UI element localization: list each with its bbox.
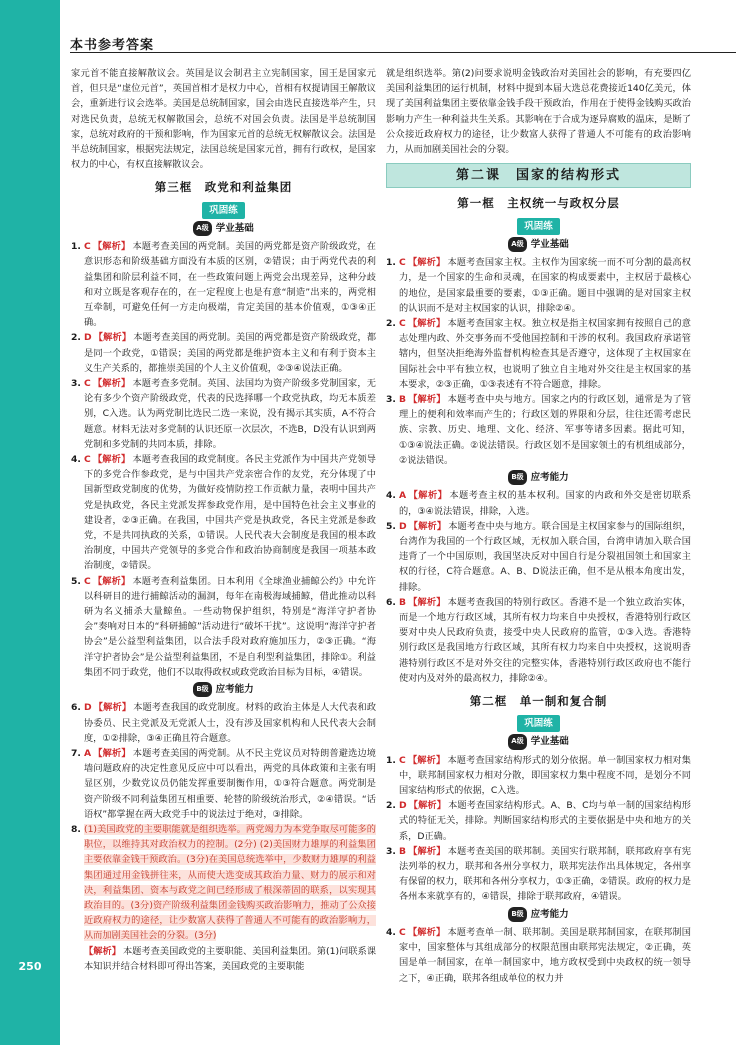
section-title: 第一框 主权统一与政权分层: [457, 196, 620, 211]
level-heading: B级 应考能力: [386, 907, 691, 922]
level-heading: A级 学业基础: [386, 734, 691, 749]
level-heading: B级 应考能力: [71, 682, 376, 697]
header-rule: [70, 52, 736, 53]
level-b-icon: B级: [508, 470, 526, 485]
answer-list-r-b: [386, 488, 691, 686]
answer-item: 6. D 【解析】 本题考查我国的政党制度。材料的政治主体是人大代表和政协委员、民主党派及无党派人士，没有涉及国家机构和人民代表大会制度，①②排除，③④正确且符合题意。: [71, 702, 376, 744]
answer-item: 1. C 【解析】 本题考查美国的两党制。美国的两党都是资产阶级政党，在意识形态和阶级基础方面没有本质的区别，②错误；由于两党代表的利益集团和阶层利益不同，在一些政策问题上两党会出现差异，这种分歧和对立既是客观存在的，在一定程度上也是有意“制造”出来的，两党相互牵制，可避免任何一方走向极端，肯定美国的基本价值观，①③④正确。: [71, 241, 376, 329]
answer-list-r-d: [386, 925, 691, 986]
consolidation-badge: 巩固练: [517, 715, 560, 732]
level-b-icon: B级: [508, 907, 526, 922]
right-column: [386, 66, 691, 1036]
section-title: 第三框 政党和利益集团: [154, 180, 293, 195]
intro-paragraph: 家元首不能直接解散议会。英国是议会制君主立宪制国家，国王是国家元首，但只是“虚位元首”，英国首相才是权力中心，首相有权提请国王解散议会，重新进行议会选举。美国是总统制国家，国会由选民直接选举产生，只对选民负责，总统无权解散国会，总统不对国会负责。法国是半总统制国家，总统对政府的干预和影响，作为国家元首的总统无权解散议会。法国是半总统制国家，根据宪法规定，法国总统是国家元首，拥有行政权，是国家权力的中心，有权直接解散议会。: [71, 68, 376, 171]
answer-list-r-c: [386, 753, 691, 905]
section-title: 第二框 单一制和复合制: [469, 693, 608, 708]
consolidation-badge: 巩固练: [202, 202, 245, 219]
level-a-icon: A级: [193, 221, 211, 236]
answer-item: 5. D 【解析】 本题考查中央与地方。联合国是主权国家参与的国际组织，台湾作为我国的一个行政区域，无权加入联合国，台湾申请加入联合国违背了一个中国原则，我国坚决反对中国自行是分裂祖国领土和国家主权的行径，C符合题意。A、B、D说法正确，但不是从根本角度出发，排除。: [386, 520, 691, 593]
page-header: [60, 0, 750, 52]
answer-item: 4. C 【解析】 本题考查单一制、联邦制。美国是联邦制国家，在联邦制国家中，国家整体与其组成部分的权限范围由联邦宪法规定，②正确，英国是单一制国家，在单一制国家中，地方政权受到中央政权的统一领导之下，④正确，联邦各组成单位的权力并: [386, 927, 691, 984]
answer-item: 5. C 【解析】 本题考查利益集团。日本利用《全球渔业捕鲸公约》中允许以科研目的进行捕鲸活动的漏洞，每年在南极海域捕鲸，借此推动以科研为名义捕杀大量鲸鱼。一些动物保护组织，特别是“海洋守护者协会”奏响对日本的“科研捕鲸”活动进行“破坏干扰”。这说明“海洋守护者协会”是公益型利益集团，以合法手段对政府施加压力，②③正确。“海洋守护者协会”是公益型利益集团，不是自利型利益集团，排除①。利益集团不同于政党，他们不以取得政权或政党政治目标为目标，④错误。: [71, 575, 376, 678]
answer-item: 6. B 【解析】 本题考查我国的特别行政区。香港不是一个独立政治实体，而是一个地方行政区域，其所有权力均来自中央授权，香港特别行政区要对中央人民政府负责，接受中央人民政府的监管，①③入选。香港特别行政区是我国地方行政区域，其所有权力均来自中央授权，这说明香港特别行政区不是对外交往的完整实体，香港特别行政区政府也不能行使对内及对外的最高权力，排除②④。: [386, 596, 691, 684]
level-heading: B级 应考能力: [386, 470, 691, 485]
answer-list-b: [71, 700, 376, 974]
answer-item: 2. D 【解析】 本题考查美国的两党制。美国的两党都是资产阶级政党，都是同一个政党，①错误；美国的两党都是维护资本主义和有利于资本主义生产关系的，都推崇美国的个人主义价值观，②③④说法正确。: [71, 332, 376, 374]
level-b-icon: B级: [193, 682, 211, 697]
answer-item: 3. B 【解析】 本题考查美国的联邦制。美国实行联邦制，联邦政府享有宪法列举的权力，联邦和各州分享权力，联邦宪法作出具体规定，各州享有保留的权力，联邦和各州分享权力，①③正确，②错误。政府的权力是各州本来就享有的，④错误，排除于联邦政府，④错误。: [386, 845, 691, 903]
answer-item-8: 8. (1)美国政党的主要职能就是组织选举。两党竭力为本党争取尽可能多的职位，以维持其对政治权力的控制。(2分) (2)美国财力雄厚的利益集团主要依靠金钱干预政治。(3分)在美国总统选举中，少数财力雄厚的利益集团通过用金钱拼往来，从而使大选变成其政治力量、财力的展示和对决，利益集团、资本与政党之间已经形成了根深蒂固的联系，以实现其政治目的。(3分)资产阶级利益集团金钱购买政治影响力，推动了公众接近政府权力的途径，让少数富人获得了普通人不可能有的政治影响力，从而加剧美国社会的分裂。(3分): [71, 823, 376, 942]
header-title: 本书参考答案: [70, 38, 155, 53]
consolidation-badge: 巩固练: [517, 218, 560, 235]
answer-item: 4. C 【解析】 本题考查我国的政党制度。各民主党派作为中国共产党领导下的多党合作参政党，是与中国共产党亲密合作的友党，充分体现了中国新型政党制度的优势，为做好疫情防控工作贡献力量，表明中国共产党是执政党，各民主党派发挥参政党作用，是中国特色社会主义事业的建设者，②③正确。在我国，中国共产党是执政党，各民主党派是参政党，不是共同执政的关系，①错误。人民代表大会制度是我国的根本政治制度，中国共产党领导的多党合作和政治协商制度是我国一项基本政治制度，②错误。: [71, 453, 376, 572]
page-number: 250: [18, 960, 42, 973]
answer-item: 2. D 【解析】 本题考查国家结构形式。A、B、C均与单一制的国家结构形式的特征无关，排除。判断国家结构形式的主要依据是中央和地方的关系，D正确。: [386, 800, 691, 842]
answer-item: 3. C 【解析】 本题考查多党制。英国、法国均为资产阶级多党制国家，无论有多少个资产阶级政党，代表的民选择哪一个政党执政，均无本质差别，C入选。认为两党制比选民二选一来说，没有揭示其实质，A不符合题意。材料无法对多党制的认识还原一次层次，不选B，D没有认识到两党制和多党制的共同本质，排除。: [71, 377, 376, 450]
level-heading: A级 学业基础: [71, 221, 376, 236]
continued-paragraph: 就是组织选举。第(2)问要求说明金钱政治对美国社会的影响，有充要四亿美国利益集团的运行机制，材料中提到本届大选总花费接近140亿美元，体现了美国利益集团主要依靠金钱手段干预政治，作用在于使得金钱购买政治影响力产生一种利益共生关系。其影响在于合成为逐异腐败的温床，是断了公众接近政府权力的途径，让少数富人获得了普通人不可能有的政治影响力，从而加剧美国社会的分裂。: [386, 68, 691, 156]
level-a-icon: A级: [508, 237, 526, 252]
lesson-title: 第二课 国家的结构形式: [386, 163, 691, 188]
answer-list-a: [71, 239, 376, 680]
highlighted-answer: (1)美国政党的主要职能就是组织选举。两党竭力为本党争取尽可能多的职位，以维持其对政治权力的控制。(2分) (2)美国财力雄厚的利益集团主要依靠金钱干预政治。(3分)在美国总统选举中，少数财力雄厚的利益集团通过用金钱拼往来，从而使大选变成其政治力量、财力的展示和对决，利益集团、资本与政党之间已经形成了根深蒂固的联系，以实现其政治目的。(3分)资产阶级利益集团金钱购买政治影响力，推动了公众接近政府权力的途径，让少数富人获得了普通人不可能有的政治影响力，从而加剧美国社会的分裂。(3分): [84, 823, 376, 942]
left-column: [71, 66, 376, 1036]
answer-item: 1. C 【解析】 本题考查国家结构形式的划分依据。单一制国家权力相对集中，联邦制国家权力相对分散，即国家权力集中程度不同，是划分不同国家结构形式的依据，C入选。: [386, 754, 691, 797]
answer-item: 2. C 【解析】 本题考查国家主权。独立权是指主权国家拥有按照自己的意志处理内政、外交事务而不受他国控制和干涉的权利。我国政府承诺管辖内，但坚决拒绝海外监督机构检查其是否遵守，这体现了主权国家在国际社会中平有独立权，也说明了独立自主地对外交往是主权国家的基本要求，②③正确，①③表述有不符合题意，排除。: [386, 317, 691, 390]
answer-item: 3. B 【解析】 本题考查中央与地方。国家之内的行政区划，通常是为了管理上的便利和效率而产生的；行政区划的界限和分层，往往还需考虑民族、宗教、历史、地理、文化、经济、军事等诸多因素。据此可知，①③④说法正确。②说法错误。行政区划不是国家领土的有机组成部分，②说法错误。: [386, 393, 691, 466]
answer-list-r-a: [386, 255, 691, 468]
answer-item: 7. A 【解析】 本题考查美国的两党制。从不民主党议员对特朗普避选边境墙问题政府的决定性意见反应中可以看出，两党的具体政策和主张有明显区别，少数党议员仍能发挥重要制衡作用，①③符合题意。两党制是资产阶级不同利益集团互相重要、轮替的阶级统治形式，②④错误。“话语权”都掌握在两大政党手中的说法过于绝对，③排除。: [71, 747, 376, 820]
side-color-band: [0, 0, 60, 1045]
answer-item: 1. C 【解析】 本题考查国家主权。主权作为国家统一而不可分割的最高权力，是一个国家的生命和灵魂，在国家的构成要素中，主权居于最核心的地位，是国家最重要的要素，①③正确。题目中强调的是对国家主权的认识而不是对主权国家的认识，排除②④。: [386, 257, 691, 314]
answer-item-8-analysis: 【解析】 本题考查美国政党的主要职能、美国利益集团。第(1)问联系课本知识并结合材料即可得出答案，美国政党的主要职能: [84, 945, 376, 972]
level-heading: A级 学业基础: [386, 237, 691, 252]
level-a-icon: A级: [508, 734, 526, 749]
answer-item: 4. A 【解析】 本题考查主权的基本权利。国家的内政和外交是密切联系的，③④说法错误，排除，入选。: [386, 490, 691, 517]
